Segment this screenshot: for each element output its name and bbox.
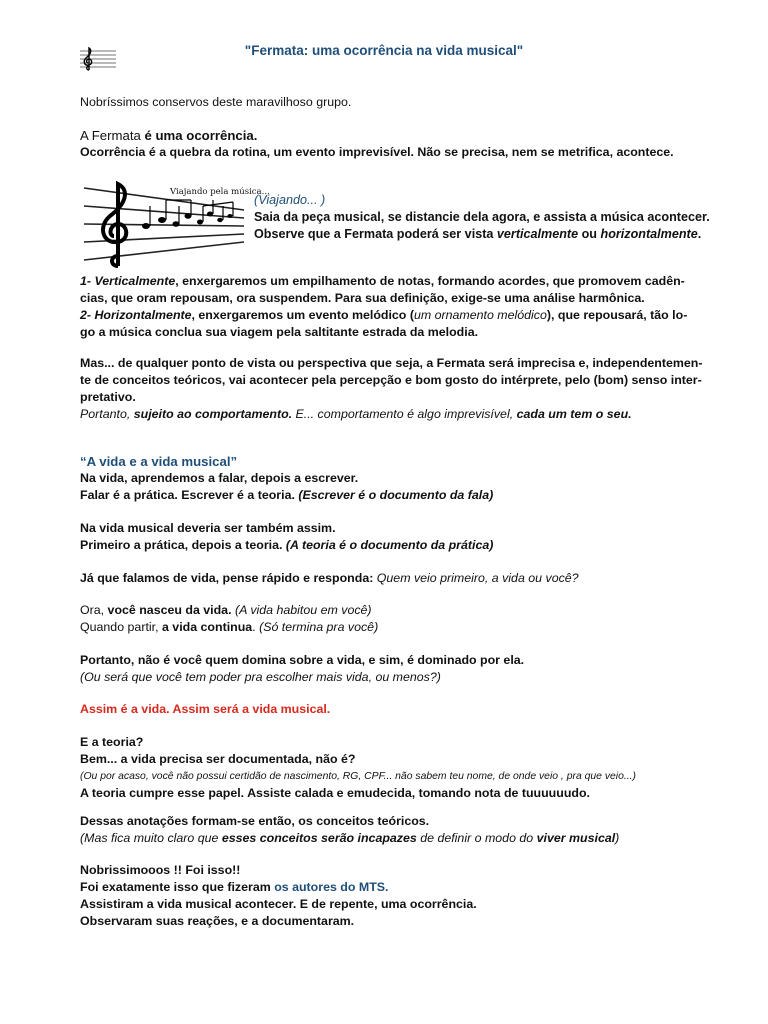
vida-line6 — [80, 602, 700, 619]
document-title: "Fermata: uma ocorrência na vida musical" — [244, 43, 524, 58]
intro-definition: Ocorrência é a quebra da rotina, um evento imprevisível. Não se precisa, nem se metrifica, acontece. — [80, 145, 674, 159]
viajando-period: . — [697, 227, 702, 241]
point-2-label: 2- Horizontalmente — [80, 308, 192, 322]
point-1-label: 1- Verticalmente — [80, 274, 176, 288]
points-paragraph — [80, 273, 700, 341]
vida-line2-text: Falar é a prática. Escrever é a teoria. — [80, 488, 299, 502]
point-2-text-end: ), que repousará, tão lo- — [546, 308, 688, 322]
mas-line3: pretativo. — [80, 390, 136, 404]
ora-italic: (A vida habitou em você) — [231, 603, 372, 617]
mas-fica-text: (Mas fica muito claro que — [80, 831, 222, 845]
point-2-ornament: um ornamento melódico — [413, 308, 547, 322]
viajando-paragraph — [254, 192, 710, 243]
mas-line4 — [80, 406, 700, 423]
mas-cada-um: cada um tem o seu. — [516, 407, 632, 421]
greeting — [80, 94, 700, 111]
red-statement-paragraph — [80, 701, 700, 718]
vida-line10: E a teoria? — [80, 735, 144, 749]
point-2-text: , enxergaremos um evento melódico ( — [191, 308, 414, 322]
question-paragraph — [80, 570, 700, 587]
vida-musical-paragraph — [80, 520, 700, 554]
vida-line9: (Ou será que você tem poder pra escolher mais vida, ou menos?) — [80, 670, 441, 684]
teoria-paragraph — [80, 734, 700, 802]
partir-dot: . — [252, 620, 260, 634]
vida-line16: Nobrissimooos !! Foi isso!! — [80, 863, 241, 877]
intro-heading — [80, 127, 700, 144]
viajando-horizontal: horizontalmente — [600, 227, 698, 241]
vida-line18: Assistiram a vida musical acontecer. E de repente, uma ocorrência. — [80, 897, 477, 911]
question-italic: Quem veio primeiro, a vida ou você? — [376, 571, 579, 585]
viver-musical-bold: viver musical — [536, 831, 616, 845]
music-staff-image — [84, 180, 270, 268]
point-2-line2: go a música conclua sua viagem pela saltitante estrada da melodia. — [80, 325, 479, 339]
vida-line4 — [80, 537, 700, 554]
vida-line1: Na vida, aprendemos a falar, depois a escrever. — [80, 471, 359, 485]
ora-bold: você nasceu da vida. — [107, 603, 232, 617]
partir-italic: (Só termina pra você) — [259, 620, 379, 634]
vida-line3: Na vida musical deveria ser também assim. — [80, 521, 336, 535]
mas-portanto: Portanto, — [80, 407, 134, 421]
viajando-vertical: verticalmente — [496, 227, 579, 241]
portanto-paragraph — [80, 652, 700, 686]
staff-image-caption: Viajando pela música... — [170, 187, 270, 197]
anotacoes-paragraph — [80, 813, 700, 847]
intro-heading-b: é uma ocorrência. — [144, 128, 258, 143]
vida-line8: Portanto, não é você quem domina sobre a vida, e sim, é dominado por ela. — [80, 653, 525, 667]
point-1-line1 — [80, 273, 700, 290]
point-2-line1 — [80, 307, 700, 324]
viajando-line1: Saia da peça musical, se distancie dela agora, e assista a música acontecer. — [254, 210, 710, 224]
vida-line17 — [80, 879, 700, 896]
final-paragraph — [80, 862, 700, 930]
vida-line2 — [80, 487, 700, 504]
intro-paragraph — [80, 127, 700, 161]
mts-text: Foi exatamente isso que fizeram — [80, 880, 275, 894]
partir-bold: a vida continua — [161, 620, 253, 634]
vida-line11: Bem... a vida precisa ser documentada, não é? — [80, 752, 356, 766]
mas-line1: Mas... de qualquer ponto de vista ou perspectiva que seja, a Fermata será imprecisa e, independentemen- — [80, 356, 703, 370]
viajando-line2-text: Observe que a Fermata poderá ser vista — [254, 227, 497, 241]
vida-line14: Dessas anotações formam-se então, os conceitos teóricos. — [80, 814, 430, 828]
vida-line5 — [80, 570, 700, 587]
vida-heading: “A vida e a vida musical” — [80, 454, 238, 469]
vida-line7 — [80, 619, 700, 636]
question-text: Já que falamos de vida, pense rápido e responda: — [80, 571, 377, 585]
close-paren: ) — [615, 831, 620, 845]
viajando-ou: ou — [578, 227, 601, 241]
incapazes-bold: esses conceitos serão incapazes — [221, 831, 417, 845]
vida-line19: Observaram suas reações, e a documentaram. — [80, 914, 355, 928]
mas-comportamento: sujeito ao comportamento. — [133, 407, 293, 421]
ora-text: Ora, — [80, 603, 108, 617]
ora-paragraph — [80, 602, 700, 636]
vida-line13: A teoria cumpre esse papel. Assiste calada e emudecida, tomando nota de tuuuuuudo. — [80, 786, 590, 800]
viajando-heading: (Viajando... ) — [254, 193, 326, 207]
red-statement: Assim é a vida. Assim será a vida musical. — [80, 702, 331, 716]
vida-line2-italic: (Escrever é o documento da fala) — [298, 488, 494, 502]
point-1-line2: cias, que oram repousam, ora suspendem. Para sua definição, exige-se uma análise harmônica. — [80, 291, 645, 305]
greeting-text: Nobríssimos conservos deste maravilhoso grupo. — [80, 95, 352, 109]
vida-section — [80, 453, 700, 504]
vida-line4-text: Primeiro a prática, depois a teoria. — [80, 538, 286, 552]
point-1-text: , enxergaremos um empilhamento de notas, formando acordes, que promovem cadên- — [175, 274, 685, 288]
mas-imprevisivel: E... comportamento é algo imprevisível, — [292, 407, 517, 421]
vida-line4-italic: (A teoria é o documento da prática) — [285, 538, 494, 552]
partir-text: Quando partir, — [80, 620, 162, 634]
mas-line2: te de conceitos teóricos, vai acontecer pela percepção e bom gosto do intérprete, pelo (bom) senso inter- — [80, 373, 702, 387]
vida-line12: (Ou por acaso, você não possui certidão de nascimento, RG, CPF... não sabem teu nome, de onde veio , pra que veio...) — [80, 771, 637, 782]
intro-heading-a: A Fermata — [80, 128, 145, 143]
viajando-line2 — [254, 226, 710, 243]
mas-paragraph — [80, 355, 703, 423]
mts-authors: os autores do MTS. — [274, 880, 389, 894]
definir-text: de definir o modo do — [416, 831, 537, 845]
vida-line15 — [80, 830, 700, 847]
